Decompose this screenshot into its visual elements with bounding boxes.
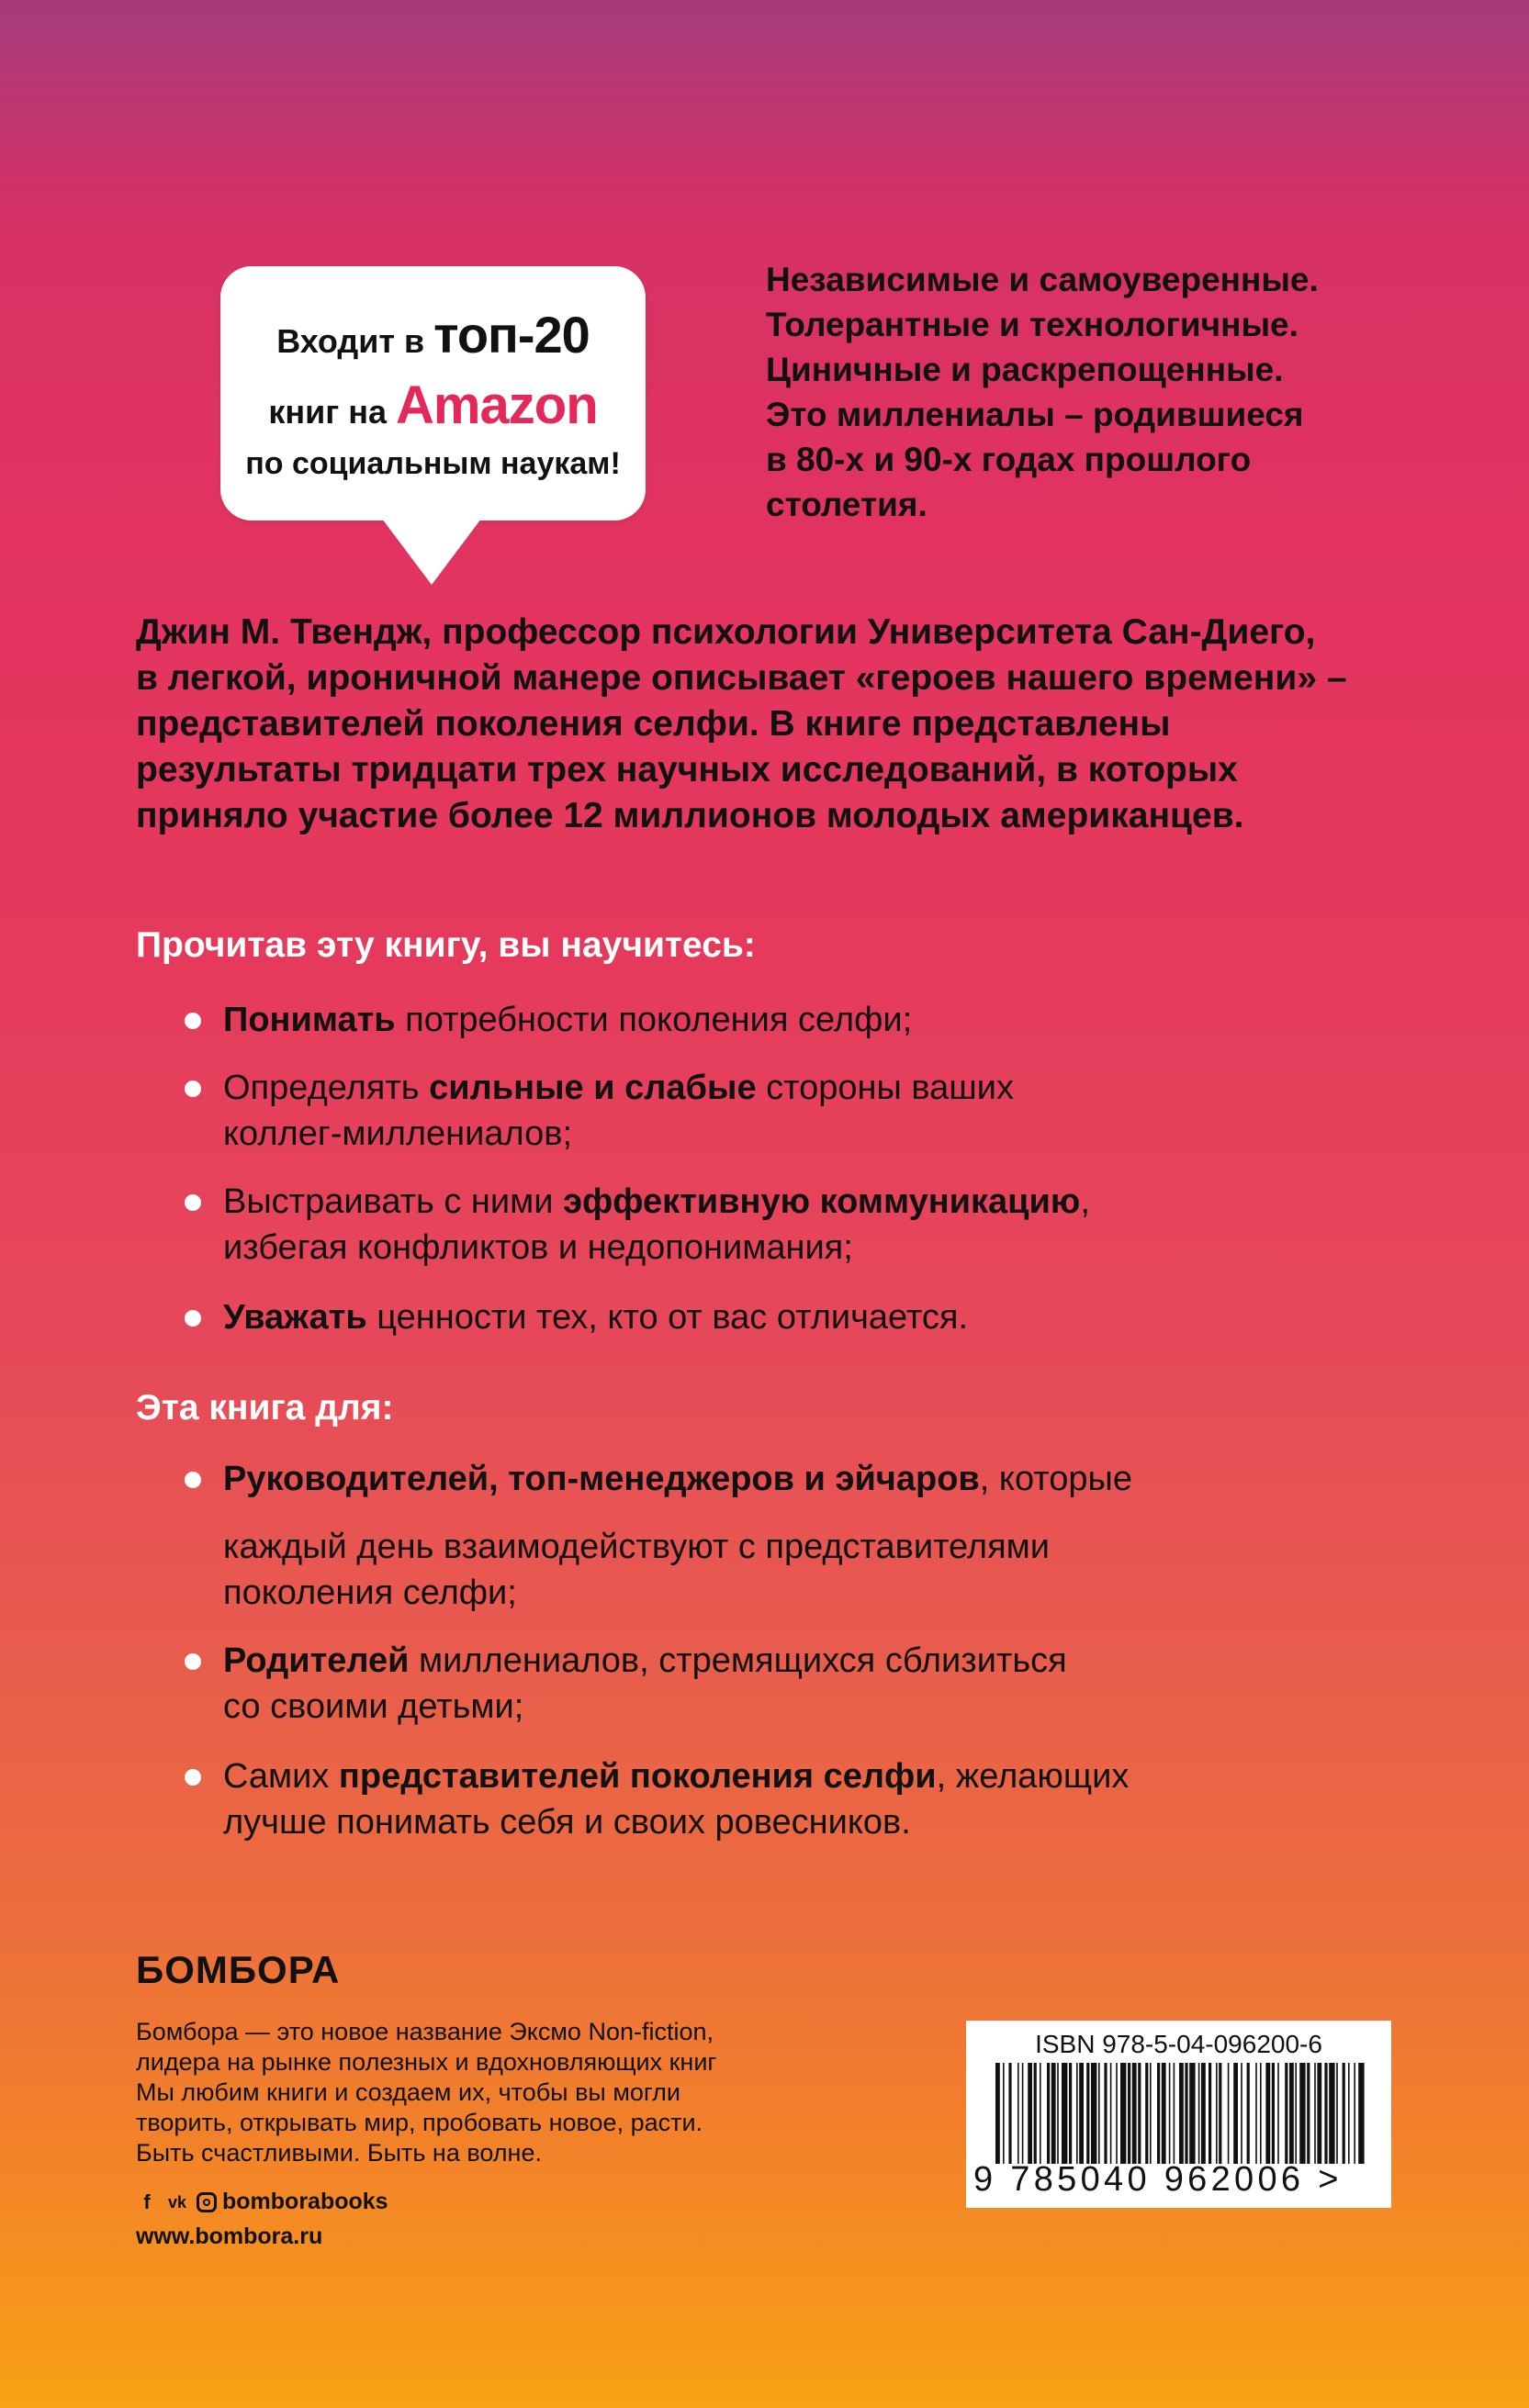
audience-item-text: Самих <box>223 1757 339 1796</box>
intro-line: в 80-х и 90-х годах прошлого <box>766 441 1252 478</box>
badge-line-1 <box>220 305 646 364</box>
barcode-bar <box>1169 2063 1171 2164</box>
intro-line: Это миллениалы – родившиеся <box>766 396 1304 433</box>
barcode-bar <box>1145 2063 1148 2164</box>
barcode-bar <box>1285 2063 1287 2164</box>
barcode-bar <box>1022 2063 1024 2164</box>
learn-item <box>223 1179 1090 1271</box>
audience-item-bold: Руководителей, топ-менеджеров и эйчаров <box>223 1460 980 1498</box>
barcode-bar <box>1069 2063 1072 2164</box>
learn-item-text: Определять <box>223 1069 430 1107</box>
isbn-label: ISBN 978-5-04-096200-6 <box>1035 2030 1322 2058</box>
barcode-icon <box>979 2063 1378 2164</box>
top20-badge <box>220 266 646 521</box>
publisher-logo: БОМБОРА <box>136 1948 341 1991</box>
barcode-bar <box>1162 2063 1166 2164</box>
learn-item-text: Выстраивать с ними <box>223 1182 564 1221</box>
barcode-bar <box>1174 2063 1175 2164</box>
barcode-bar <box>1307 2063 1310 2164</box>
audience-item-bold: представителей поколения селфи <box>338 1757 937 1796</box>
audience-item-text: лучше понимать себя и своих ровесников. <box>223 1803 911 1842</box>
badge-tail <box>382 519 481 585</box>
learn-item-text: коллег-миллениалов; <box>223 1114 572 1153</box>
barcode-bar <box>1198 2063 1200 2164</box>
badge-line-2-prefix: книг на <box>268 393 388 431</box>
barcode-bar <box>1028 2063 1032 2164</box>
bullet-icon <box>185 1310 201 1327</box>
website-link[interactable]: www.bombora.ru <box>136 2223 323 2249</box>
learn-item-text: ценности тех, кто от вас отличается. <box>366 1298 969 1337</box>
barcode-bar <box>1272 2063 1275 2164</box>
barcode-bar <box>1247 2063 1250 2164</box>
publisher-description <box>136 2017 716 2168</box>
audience-item <box>223 1456 1132 1502</box>
barcode-bar <box>1138 2063 1141 2164</box>
barcode-bar <box>1079 2063 1084 2164</box>
description-line: в легкой, ироничной манере описывает «героев нашего времени» – <box>136 658 1347 698</box>
barcode-bar <box>1314 2063 1316 2164</box>
barcode-bar <box>1219 2063 1221 2164</box>
learn-item <box>223 997 912 1043</box>
description-paragraph <box>136 610 1422 839</box>
isbn-barcode <box>966 2021 1391 2208</box>
barcode-bar <box>1336 2063 1338 2164</box>
audience-item-text: со своими детьми; <box>223 1687 524 1726</box>
barcode-bar <box>1228 2063 1230 2164</box>
learn-item-text: , <box>1080 1182 1090 1221</box>
barcode-bar <box>1003 2063 1005 2164</box>
learn-item-bold: эффективную коммуникацию <box>563 1182 1081 1221</box>
instagram-icon[interactable] <box>197 2192 217 2212</box>
barcode-bar <box>1317 2063 1321 2164</box>
audience-section-title: Эта книга для: <box>136 1388 394 1428</box>
learn-item <box>223 1294 968 1340</box>
description-line: результаты тридцати трех научных исследований, в которых <box>136 750 1238 790</box>
barcode-bar <box>1091 2063 1096 2164</box>
learn-item-text: потребности поколения селфи; <box>395 1001 913 1039</box>
barcode-bar <box>1040 2063 1041 2164</box>
barcode-bar <box>1299 2063 1305 2164</box>
bullet-icon <box>185 1653 201 1670</box>
audience-item <box>223 1638 1067 1730</box>
learn-item-bold: Уважать <box>223 1298 367 1337</box>
barcode-bar <box>1289 2063 1294 2164</box>
barcode-bar <box>1034 2063 1037 2164</box>
barcode-bar <box>1098 2063 1100 2164</box>
barcode-bar <box>1185 2063 1187 2164</box>
publisher-description-line: Бомбора — это новое название Эксмо Non-fiction, <box>136 2018 714 2045</box>
bullet-icon <box>185 1081 201 1097</box>
barcode-bar <box>1062 2063 1067 2164</box>
learn-item-bold: сильные и слабые <box>429 1069 757 1107</box>
barcode-bar <box>1343 2063 1345 2164</box>
intro-line: Толерантные и технологичные. <box>766 306 1299 343</box>
barcode-bar <box>1241 2063 1242 2164</box>
intro-text <box>766 257 1464 527</box>
audience-item-text: каждый день взаимодействуют с представителями <box>223 1528 1051 1566</box>
barcode-bar <box>1295 2063 1297 2164</box>
learn-item-text: избегая конфликтов и недопонимания; <box>223 1228 853 1267</box>
barcode-bar <box>1110 2063 1112 2164</box>
learn-item-bold: Понимать <box>223 1001 396 1039</box>
barcode-bar <box>1179 2063 1184 2164</box>
barcode-bar <box>1324 2063 1327 2164</box>
social-links <box>136 2189 388 2215</box>
isbn-digits: 9 785040 962006 > <box>973 2160 1343 2199</box>
barcode-bar <box>1209 2063 1211 2164</box>
barcode-bar <box>1132 2063 1137 2164</box>
barcode-bar <box>1157 2063 1160 2164</box>
badge-line-2 <box>220 375 646 436</box>
barcode-bar <box>1354 2063 1355 2164</box>
audience-item-text: , желающих <box>936 1757 1130 1796</box>
intro-line: столетия. <box>766 486 928 523</box>
barcode-bar <box>1348 2063 1350 2164</box>
barcode-bar <box>1358 2063 1364 2164</box>
audience-item-text: поколения селфи; <box>223 1574 517 1612</box>
audience-item-bold: Родителей <box>223 1641 410 1680</box>
publisher-description-line: Быть счастливыми. Быть на волне. <box>136 2139 542 2167</box>
description-line: представителей поколения селфи. В книге представлены <box>136 704 1171 744</box>
facebook-icon[interactable]: f <box>143 2190 151 2213</box>
barcode-bar <box>1051 2063 1056 2164</box>
barcode-bar <box>1076 2063 1078 2164</box>
intro-line: Циничные и раскрепощенные. <box>766 351 1284 388</box>
publisher-description-line: лидера на рынке полезных и вдохновляющих книг <box>136 2048 717 2076</box>
barcode-bar <box>1008 2063 1011 2164</box>
bullet-icon <box>185 1013 201 1029</box>
vk-icon[interactable]: vk <box>167 2192 187 2212</box>
barcode-bar <box>1201 2063 1206 2164</box>
bullet-icon <box>185 1472 201 1488</box>
badge-top20: топ-20 <box>433 306 590 364</box>
learn-item-text: стороны ваших <box>756 1069 1015 1107</box>
audience-item-text: миллениалов, стремящихся сблизиться <box>409 1641 1067 1680</box>
bullet-icon <box>185 1769 201 1786</box>
badge-line-1-prefix: Входит в <box>276 322 425 360</box>
barcode-bar <box>1128 2063 1130 2164</box>
barcode-bar <box>1233 2063 1238 2164</box>
barcode-bar <box>1086 2063 1089 2164</box>
badge-amazon: Amazon <box>396 375 598 435</box>
audience-item <box>223 1753 1129 1845</box>
description-line: Джин М. Твендж, профессор психологии Университета Сан-Диего, <box>136 612 1316 652</box>
barcode-bar <box>1260 2063 1262 2164</box>
description-line: приняло участие более 12 миллионов молодых американцев. <box>136 796 1244 835</box>
publisher-description-line: Мы любим книги и создаем их, чтобы вы могли <box>136 2078 681 2106</box>
publisher-description-line: творить, открывать мир, пробовать новое, расти. <box>136 2109 703 2136</box>
barcode-bar <box>1116 2063 1118 2164</box>
bullet-icon <box>185 1194 201 1211</box>
barcode-bar <box>1150 2063 1152 2164</box>
barcode-bar <box>1265 2063 1270 2164</box>
barcode-bar <box>1329 2063 1334 2164</box>
learn-section-title: Прочитав эту книгу, вы научитесь: <box>136 925 756 965</box>
social-handle[interactable]: bomborabooks <box>222 2189 388 2214</box>
barcode-bar <box>1047 2063 1050 2164</box>
barcode-bar <box>1189 2063 1195 2164</box>
barcode-bar <box>1255 2063 1257 2164</box>
intro-line: Независимые и самоуверенные. <box>766 261 1319 298</box>
learn-item <box>223 1065 1014 1157</box>
audience-item-continued <box>223 1524 1050 1616</box>
audience-item-text: , которые <box>979 1460 1132 1498</box>
barcode-bar <box>1057 2063 1059 2164</box>
barcode-bar <box>1120 2063 1126 2164</box>
barcode-bar <box>1216 2063 1218 2164</box>
barcode-bar <box>1104 2063 1107 2164</box>
barcode-bar <box>1277 2063 1279 2164</box>
barcode-bar <box>1017 2063 1019 2164</box>
badge-line-3: по социальным наукам! <box>245 446 621 481</box>
barcode-bar <box>995 2063 1000 2164</box>
